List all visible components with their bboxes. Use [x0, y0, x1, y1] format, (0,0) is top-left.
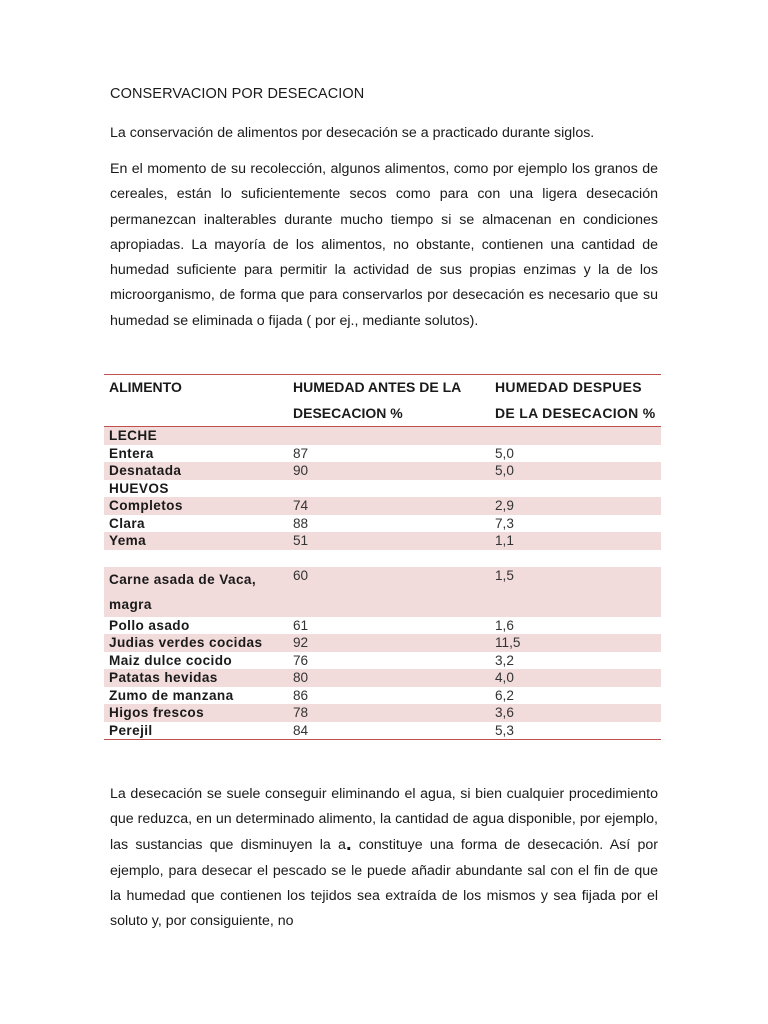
- row-after: [490, 427, 661, 445]
- row-before: 60: [288, 567, 490, 617]
- row-before: 87: [293, 445, 309, 461]
- table-row: [104, 515, 661, 533]
- row-before: 61: [293, 617, 309, 633]
- row-before: 92: [288, 634, 490, 652]
- header-humedad-despues: HUMEDAD DESPUES DE LA DESECACION %: [490, 375, 661, 427]
- row-before: 88: [293, 515, 309, 531]
- row-name: Maiz dulce cocido: [109, 652, 233, 668]
- intro-paragraph: La conservación de alimentos por desecación se a practicado durante siglos.: [110, 125, 595, 141]
- table-row: [104, 669, 661, 687]
- row-name: Yema: [104, 532, 288, 550]
- table-row: [104, 532, 661, 550]
- header-alimento: ALIMENTO: [104, 375, 288, 427]
- row-name: Perejil: [104, 722, 288, 740]
- row-name: Desnatada: [104, 462, 288, 480]
- row-before: 90: [288, 462, 490, 480]
- row-name: Patatas hevidas: [104, 669, 288, 687]
- row-name: Entera: [109, 445, 154, 461]
- row-name: [104, 550, 288, 567]
- row-name: Clara: [109, 515, 146, 531]
- table-row: [104, 427, 661, 445]
- row-before: 78: [288, 704, 490, 722]
- row-name: Pollo asado: [109, 617, 190, 633]
- table-row: [104, 704, 661, 722]
- row-name: HUEVOS: [109, 480, 169, 496]
- row-name: LECHE: [104, 427, 288, 445]
- row-after: 11,5: [490, 634, 661, 652]
- row-before: [288, 480, 490, 498]
- row-before: 86: [293, 687, 309, 703]
- row-after: 5,3: [490, 722, 661, 740]
- table-row-spacer: [104, 550, 661, 567]
- table-row: [104, 722, 661, 740]
- table-row: [104, 462, 661, 480]
- row-name: Zumo de manzana: [109, 687, 234, 703]
- table-row: [104, 497, 661, 515]
- closing-paragraph-part1: La desecación se suele conseguir eliminando el agua, si bien cualquier procedimiento que reduzca, en un determinado alimento, la cantidad de agua disponible, por ejemplo, las sustancias que disminuyen la a: [110, 786, 658, 854]
- table-row: [104, 687, 661, 705]
- row-after: [490, 550, 661, 567]
- table-row: [104, 617, 661, 635]
- row-before: [288, 427, 490, 445]
- row-after: 5,0: [495, 445, 514, 461]
- water-activity-subscript: .: [345, 833, 352, 856]
- row-after: 6,2: [495, 687, 514, 703]
- row-after: 3,2: [495, 652, 514, 668]
- table-row: [104, 480, 661, 498]
- row-after: 7,3: [495, 515, 514, 531]
- row-after: 2,9: [490, 497, 661, 515]
- humidity-table: [104, 374, 661, 740]
- row-after: 3,6: [490, 704, 661, 722]
- row-before: 76: [293, 652, 309, 668]
- row-before: [288, 550, 490, 567]
- row-before: 51: [288, 532, 490, 550]
- table-row: [104, 567, 661, 617]
- row-after: 1,1: [490, 532, 661, 550]
- row-after: 5,0: [490, 462, 661, 480]
- row-after: 1,6: [495, 617, 514, 633]
- row-name: Judias verdes cocidas: [104, 634, 288, 652]
- closing-paragraph-part2: constituye una forma de desecación. Así por ejemplo, para desecar el pescado se le puede añadir abundante sal con el fin de que la humedad que contienen los tejidos sea extraída de los mismos y sea fijada por el soluto y, por consiguiente, no: [110, 837, 658, 930]
- row-before: 84: [288, 722, 490, 740]
- closing-paragraph: [110, 782, 658, 934]
- row-name: Carne asada de Vaca, magra: [104, 567, 288, 617]
- row-before: 80: [288, 669, 490, 687]
- header-humedad-antes: HUMEDAD ANTES DE LA DESECACION %: [288, 375, 490, 427]
- body-paragraph: En el momento de su recolección, algunos alimentos, como por ejemplo los granos de cereales, están lo suficientemente secos como para con una ligera desecación permanezcan inalterables durante mucho tiempo si se almacenan en condiciones apropiadas. La mayoría de los alimentos, no obstante, contienen una cantidad de humedad suficiente para permitir la actividad de sus propias enzimas y la de los microorganismo, de forma que para conservarlos por desecación es necesario que su humedad se eliminada o fijada ( por ej., mediante solutos).: [110, 161, 658, 329]
- row-after: [490, 480, 661, 498]
- row-name: Completos: [104, 497, 288, 515]
- table-row: [104, 634, 661, 652]
- table-row: [104, 445, 661, 463]
- table-header-row: [104, 375, 661, 427]
- document-title: CONSERVACION POR DESECACION: [110, 86, 365, 102]
- row-name: Higos frescos: [104, 704, 288, 722]
- row-before: 74: [288, 497, 490, 515]
- table-row: [104, 652, 661, 670]
- row-after: 1,5: [490, 567, 661, 617]
- row-after: 4,0: [490, 669, 661, 687]
